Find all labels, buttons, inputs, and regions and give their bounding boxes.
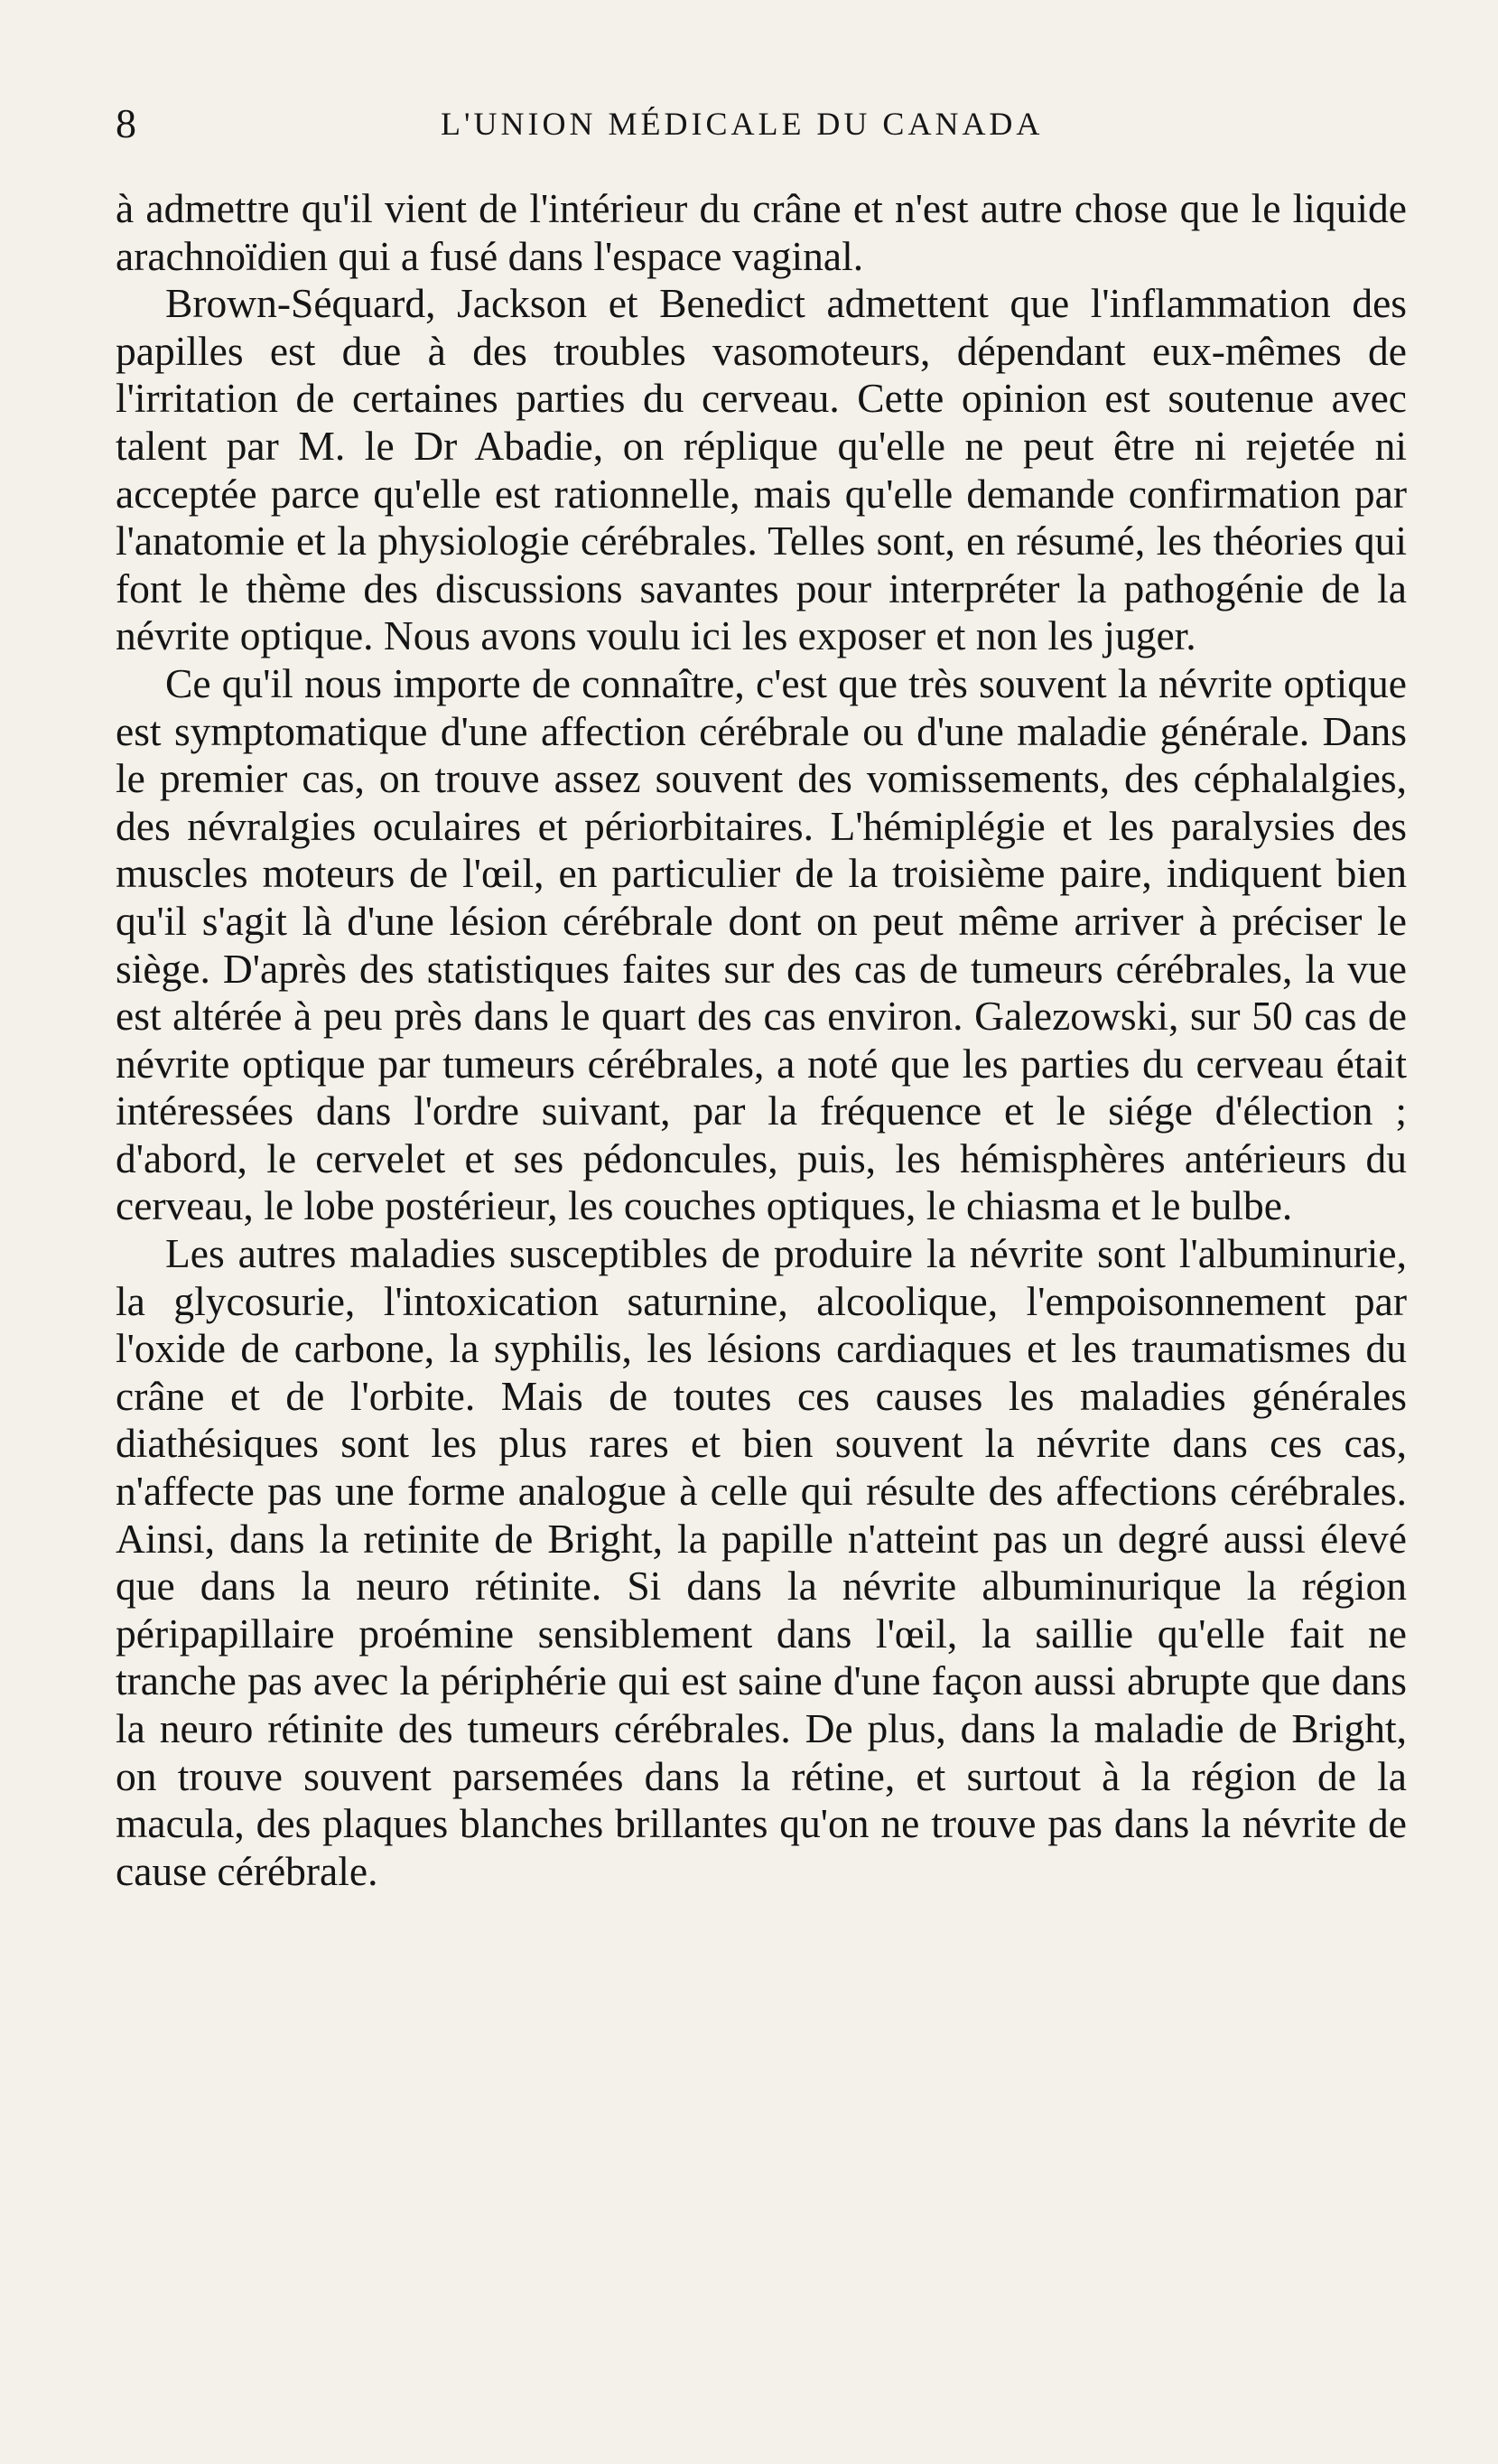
paragraph: Les autres maladies susceptibles de produire la névrite sont l'albuminurie, la glycosurie, l'intoxication saturnine, alcoolique, l'empoisonnement par l'oxide de carbone, la syphilis, les lésions cardiaques et les traumatismes du crâne et de l'orbite. Mais de toutes ces causes les maladies générales diathésiques sont les plus rares et bien souvent la névrite dans ces cas, n'affecte pas une forme analogue à celle qui résulte des affections cérébrales. Ainsi, dans la retinite de Bright, la papille n'atteint pas un degré aussi élevé que dans la neuro rétinite. Si dans la névrite albuminurique la région péripapillaire proémine sensiblement dans l'œil, la saillie qu'elle fait ne tranche pas avec la périphérie qui est saine d'une façon aussi abrupte que dans la neuro rétinite des tumeurs cérébrales. De plus, dans la maladie de Bright, on trouve souvent parsemées dans la rétine, et surtout à la région de la macula, des plaques blanches brillantes qu'on ne trouve pas dans la névrite de cause cérébrale.: [116, 1230, 1407, 1894]
body-text: [116, 185, 1407, 1895]
page-number: 8: [116, 100, 136, 146]
page-header: [116, 99, 1407, 154]
paragraph: à admettre qu'il vient de l'intérieur du crâne et n'est autre chose que le liquide arachnoïdien qui a fusé dans l'espace vaginal.: [116, 185, 1407, 279]
running-head: L'UNION MÉDICALE DU CANADA: [441, 106, 1044, 142]
paragraph: Ce qu'il nous importe de connaître, c'est que très souvent la névrite optique est symptomatique d'une affection cérébrale ou d'une maladie générale. Dans le premier cas, on trouve assez souvent des vomissements, des céphalalgies, des névralgies oculaires et périorbitaires. L'hémiplégie et les paralysies des muscles moteurs de l'œil, en particulier de la troisième paire, indiquent bien qu'il s'agit là d'une lésion cérébrale dont on peut même arriver à préciser le siège. D'après des statistiques faites sur des cas de tumeurs cérébrales, la vue est altérée à peu près dans le quart des cas environ. Galezowski, sur 50 cas de névrite optique par tumeurs cérébrales, a noté que les parties du cerveau était intéressées dans l'ordre suivant, par la fréquence et le siége d'élection ; d'abord, le cervelet et ses pédoncules, puis, les hémisphères antérieurs du cerveau, le lobe postérieur, les couches optiques, le chiasma et le bulbe.: [116, 659, 1407, 1229]
paragraph: Brown-Séquard, Jackson et Benedict admettent que l'inflammation des papilles est due à des troubles vasomoteurs, dépendant eux-mêmes de l'irritation de certaines parties du cerveau. Cette opinion est soutenue avec talent par M. le Dr Abadie, on réplique qu'elle ne peut être ni rejetée ni acceptée parce qu'elle est rationnelle, mais qu'elle demande confirmation par l'anatomie et la physiologie cérébrales. Telles sont, en résumé, les théories qui font le thème des discussions savantes pour interpréter la pathogénie de la névrite optique. Nous avons voulu ici les exposer et non les juger.: [116, 280, 1407, 659]
